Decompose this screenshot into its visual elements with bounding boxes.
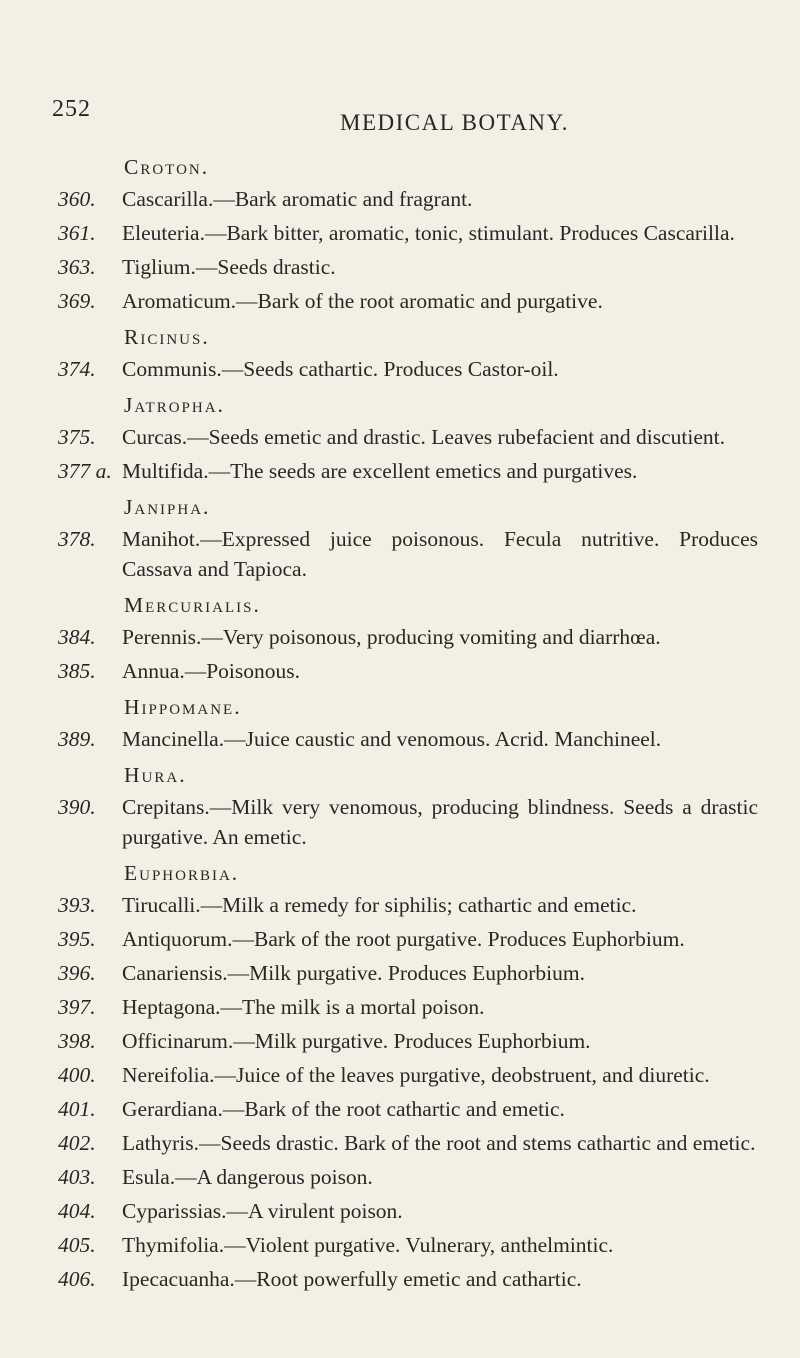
entry-text: Tirucalli.—Milk a remedy for siphilis; cathartic and emetic. — [122, 893, 637, 917]
entry-number: 401. — [58, 1097, 96, 1121]
page-content — [58, 150, 758, 1298]
entry-number: 395. — [58, 927, 96, 951]
entry-text: Antiquorum.—Bark of the root purgative. Produces Euphorbium. — [122, 927, 685, 951]
entry-number: 396. — [58, 961, 96, 985]
entry-text: Officinarum.—Milk purgative. Produces Euphorbium. — [122, 1029, 591, 1053]
entry-number: 378. — [58, 527, 96, 551]
species-entry — [58, 890, 758, 920]
entry-text: Tiglium.—Seeds drastic. — [122, 255, 336, 279]
species-entry — [58, 286, 758, 316]
entry-number: 374. — [58, 357, 96, 381]
genus-heading: Croton. — [124, 155, 210, 179]
entry-text: Curcas.—Seeds emetic and drastic. Leaves rubefacient and discutient. — [122, 425, 725, 449]
entry-text: Nereifolia.—Juice of the leaves purgative, deobstruent, and diuretic. — [122, 1063, 710, 1087]
entry-number: 389. — [58, 727, 96, 751]
species-entry — [58, 1196, 758, 1226]
running-head: MEDICAL BOTANY. — [340, 110, 569, 135]
species-entry — [58, 1128, 758, 1158]
entry-number: 405. — [58, 1233, 96, 1257]
entry-number: 404. — [58, 1199, 96, 1223]
entry-number: 403. — [58, 1165, 96, 1189]
species-entry — [58, 958, 758, 988]
entry-text: Mancinella.—Juice caustic and venomous. Acrid. Manchineel. — [122, 727, 662, 751]
species-entry — [58, 924, 758, 954]
entry-text: Thymifolia.—Violent purgative. Vulnerary, anthelmintic. — [122, 1233, 614, 1257]
genus-heading: Mercurialis. — [124, 593, 261, 617]
species-entry — [58, 422, 758, 452]
genus-heading: Hippomane. — [124, 695, 242, 719]
entry-text: Ipecacuanha.—Root powerfully emetic and cathartic. — [122, 1267, 582, 1291]
entry-number: 360. — [58, 187, 96, 211]
entry-text: Cascarilla.—Bark aromatic and fragrant. — [122, 187, 473, 211]
entry-text: Manihot.—Expressed juice poisonous. Fecula nutritive. Produces Cassava and Tapioca. — [122, 527, 758, 581]
species-entry — [58, 524, 758, 584]
entry-text: Crepitans.—Milk very venomous, producing blindness. Seeds a drastic purgative. An emetic. — [122, 795, 758, 849]
entry-text: Heptagona.—The milk is a mortal poison. — [122, 995, 485, 1019]
species-entry — [58, 354, 758, 384]
entry-number: 363. — [58, 255, 96, 279]
species-entry — [58, 1230, 758, 1260]
entry-text: Communis.—Seeds cathartic. Produces Castor-oil. — [122, 357, 559, 381]
species-entry — [58, 992, 758, 1022]
entry-text: Canariensis.—Milk purgative. Produces Euphorbium. — [122, 961, 585, 985]
entry-number: 375. — [58, 425, 96, 449]
species-entry — [58, 1060, 758, 1090]
entry-number: 402. — [58, 1131, 96, 1155]
entry-number: 393. — [58, 893, 96, 917]
entry-number: 385. — [58, 659, 96, 683]
entry-text: Eleuteria.—Bark bitter, aromatic, tonic, stimulant. Produces Cascarilla. — [122, 221, 735, 245]
page-number: 252 — [52, 96, 91, 122]
genus-heading: Janipha. — [124, 495, 211, 519]
species-entry — [58, 1162, 758, 1192]
species-entry — [58, 656, 758, 686]
entry-number: 369. — [58, 289, 96, 313]
entry-text: Aromaticum.—Bark of the root aromatic and purgative. — [122, 289, 603, 313]
entry-number: 390. — [58, 795, 96, 819]
species-entry — [58, 252, 758, 282]
genus-heading: Hura. — [124, 763, 187, 787]
entry-text: Cyparissias.—A virulent poison. — [122, 1199, 403, 1223]
entry-number: 406. — [58, 1267, 96, 1291]
species-entry — [58, 792, 758, 852]
entry-text: Multifida.—The seeds are excellent emetics and purgatives. — [122, 459, 638, 483]
species-entry — [58, 218, 758, 248]
entry-number: 384. — [58, 625, 96, 649]
entry-text: Lathyris.—Seeds drastic. Bark of the root and stems cathartic and emetic. — [122, 1131, 756, 1155]
species-entry — [58, 456, 758, 486]
entry-number: 397. — [58, 995, 96, 1019]
genus-heading: Euphorbia. — [124, 861, 240, 885]
entry-number: 400. — [58, 1063, 96, 1087]
genus-heading: Jatropha. — [124, 393, 225, 417]
genus-heading: Ricinus. — [124, 325, 210, 349]
entry-number: 377 a. — [58, 459, 112, 483]
species-entry — [58, 1094, 758, 1124]
entry-text: Esula.—A dangerous poison. — [122, 1165, 373, 1189]
species-entry — [58, 184, 758, 214]
entry-text: Annua.—Poisonous. — [122, 659, 300, 683]
species-entry — [58, 724, 758, 754]
entry-number: 361. — [58, 221, 96, 245]
entry-text: Perennis.—Very poisonous, producing vomiting and diarrhœa. — [122, 625, 661, 649]
species-entry — [58, 622, 758, 652]
entry-text: Gerardiana.—Bark of the root cathartic and emetic. — [122, 1097, 565, 1121]
entry-number: 398. — [58, 1029, 96, 1053]
species-entry — [58, 1264, 758, 1294]
species-entry — [58, 1026, 758, 1056]
